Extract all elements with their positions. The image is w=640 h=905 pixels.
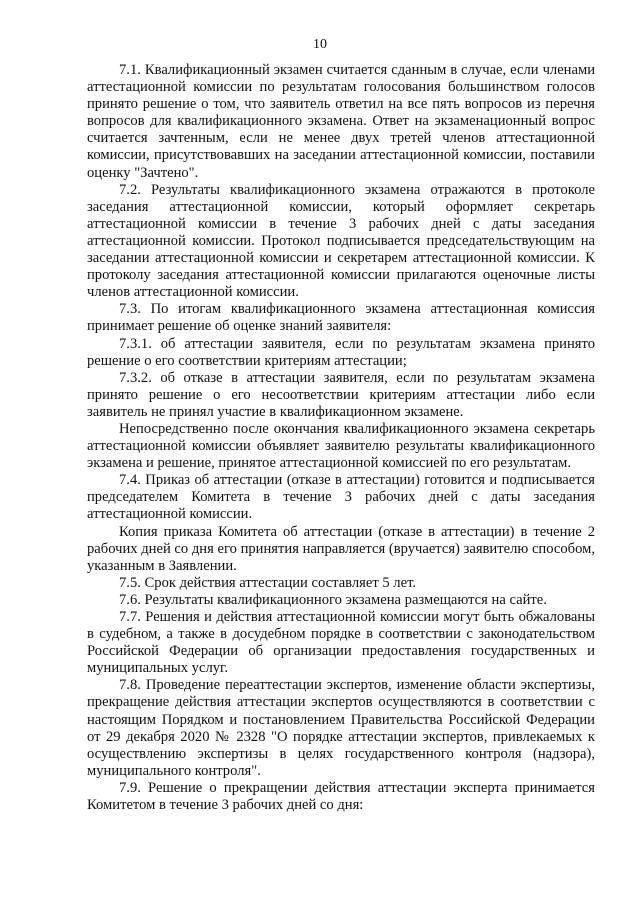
paragraph-7-6: 7.6. Результаты квалификационного экзамена размещаются на сайте. xyxy=(119,591,547,608)
paragraph-order-copy: Копия приказа Комитета об аттестации (отказе в аттестации) в течение 2 рабочих дней со дня его принятия направляется (вручается) заявителю способом, указанным в Заявлении. xyxy=(87,523,595,574)
paragraph-7-4: 7.4. Приказ об аттестации (отказе в аттестации) готовится и подписывается председателем Комитета в течение 3 рабочих дней с даты заседания аттестационной комиссии. xyxy=(87,472,595,523)
paragraph-7-5: 7.5. Срок действия аттестации составляет 5 лет. xyxy=(119,574,416,591)
paragraph-7-3-1: 7.3.1. об аттестации заявителя, если по результатам экзамена принято решение о его соответствии критериям аттестации; xyxy=(87,335,595,369)
page-number: 10 xyxy=(313,37,327,52)
paragraph-7-3: 7.3. По итогам квалификационного экзамена аттестационная комиссия принимает решение об оценке знаний заявителя: xyxy=(87,301,595,335)
paragraph-announcement: Непосредственно после окончания квалификационного экзамена секретарь аттестационной комиссии объявляет заявителю результаты квалификационного экзамена и решение, принятое аттестационной комиссией по его результатам. xyxy=(87,420,595,472)
paragraph-7-9: 7.9. Решение о прекращении действия аттестации эксперта принимается Комитетом в течение 3 рабочих дней со дня: xyxy=(87,779,595,814)
paragraph-7-1: 7.1. Квалификационный экзамен считается сданным в случае, если членами аттестационной комиссии по результатам голосования большинством голосов принято решение о том, что заявитель ответил на все пять вопросов из перечня вопросов для квалификационного экзамена. Ответ на экзаменационный вопрос считается зачтенным, если не менее двух третей членов аттестационной комиссии, присутствовавших на заседании аттестационной комиссии, поставили оценку "Зачтено". xyxy=(87,62,595,181)
document-body xyxy=(87,62,595,814)
paragraph-7-2: 7.2. Результаты квалификационного экзамена отражаются в протоколе заседания аттестационной комиссии, который оформляет секретарь аттестационной комиссии в течение 3 рабочих дней с даты заседания аттестационной комиссии. Протокол подписывается председательствующим на заседании аттестационной комиссии и секретарем аттестационной комиссии. К протоколу заседания аттестационной комиссии прилагаются оценочные листы членов аттестационной комиссии. xyxy=(87,181,595,301)
paragraph-7-8: 7.8. Проведение переаттестации экспертов, изменение области экспертизы, прекращение действия аттестации экспертов осуществляются в соответствии с настоящим Порядком и постановлением Правительства Российской Федерации от 29 декабря 2020 № 2328 "О порядке аттестации экспертов, привлекаемых к осуществлению экспертизы в целях государственного контроля (надзора), муниципального контроля". xyxy=(87,677,595,779)
paragraph-7-7: 7.7. Решения и действия аттестационной комиссии могут быть обжалованы в судебном, а также в досудебном порядке в соответствии с законодательством Российской Федерации об организации предоставления государственных и муниципальных услуг. xyxy=(87,609,595,677)
paragraph-7-3-2: 7.3.2. об отказе в аттестации заявителя, если по результатам экзамена принято решение о его несоответствии критериям аттестации либо если заявитель не принял участие в квалификационном экзамене. xyxy=(87,369,595,420)
